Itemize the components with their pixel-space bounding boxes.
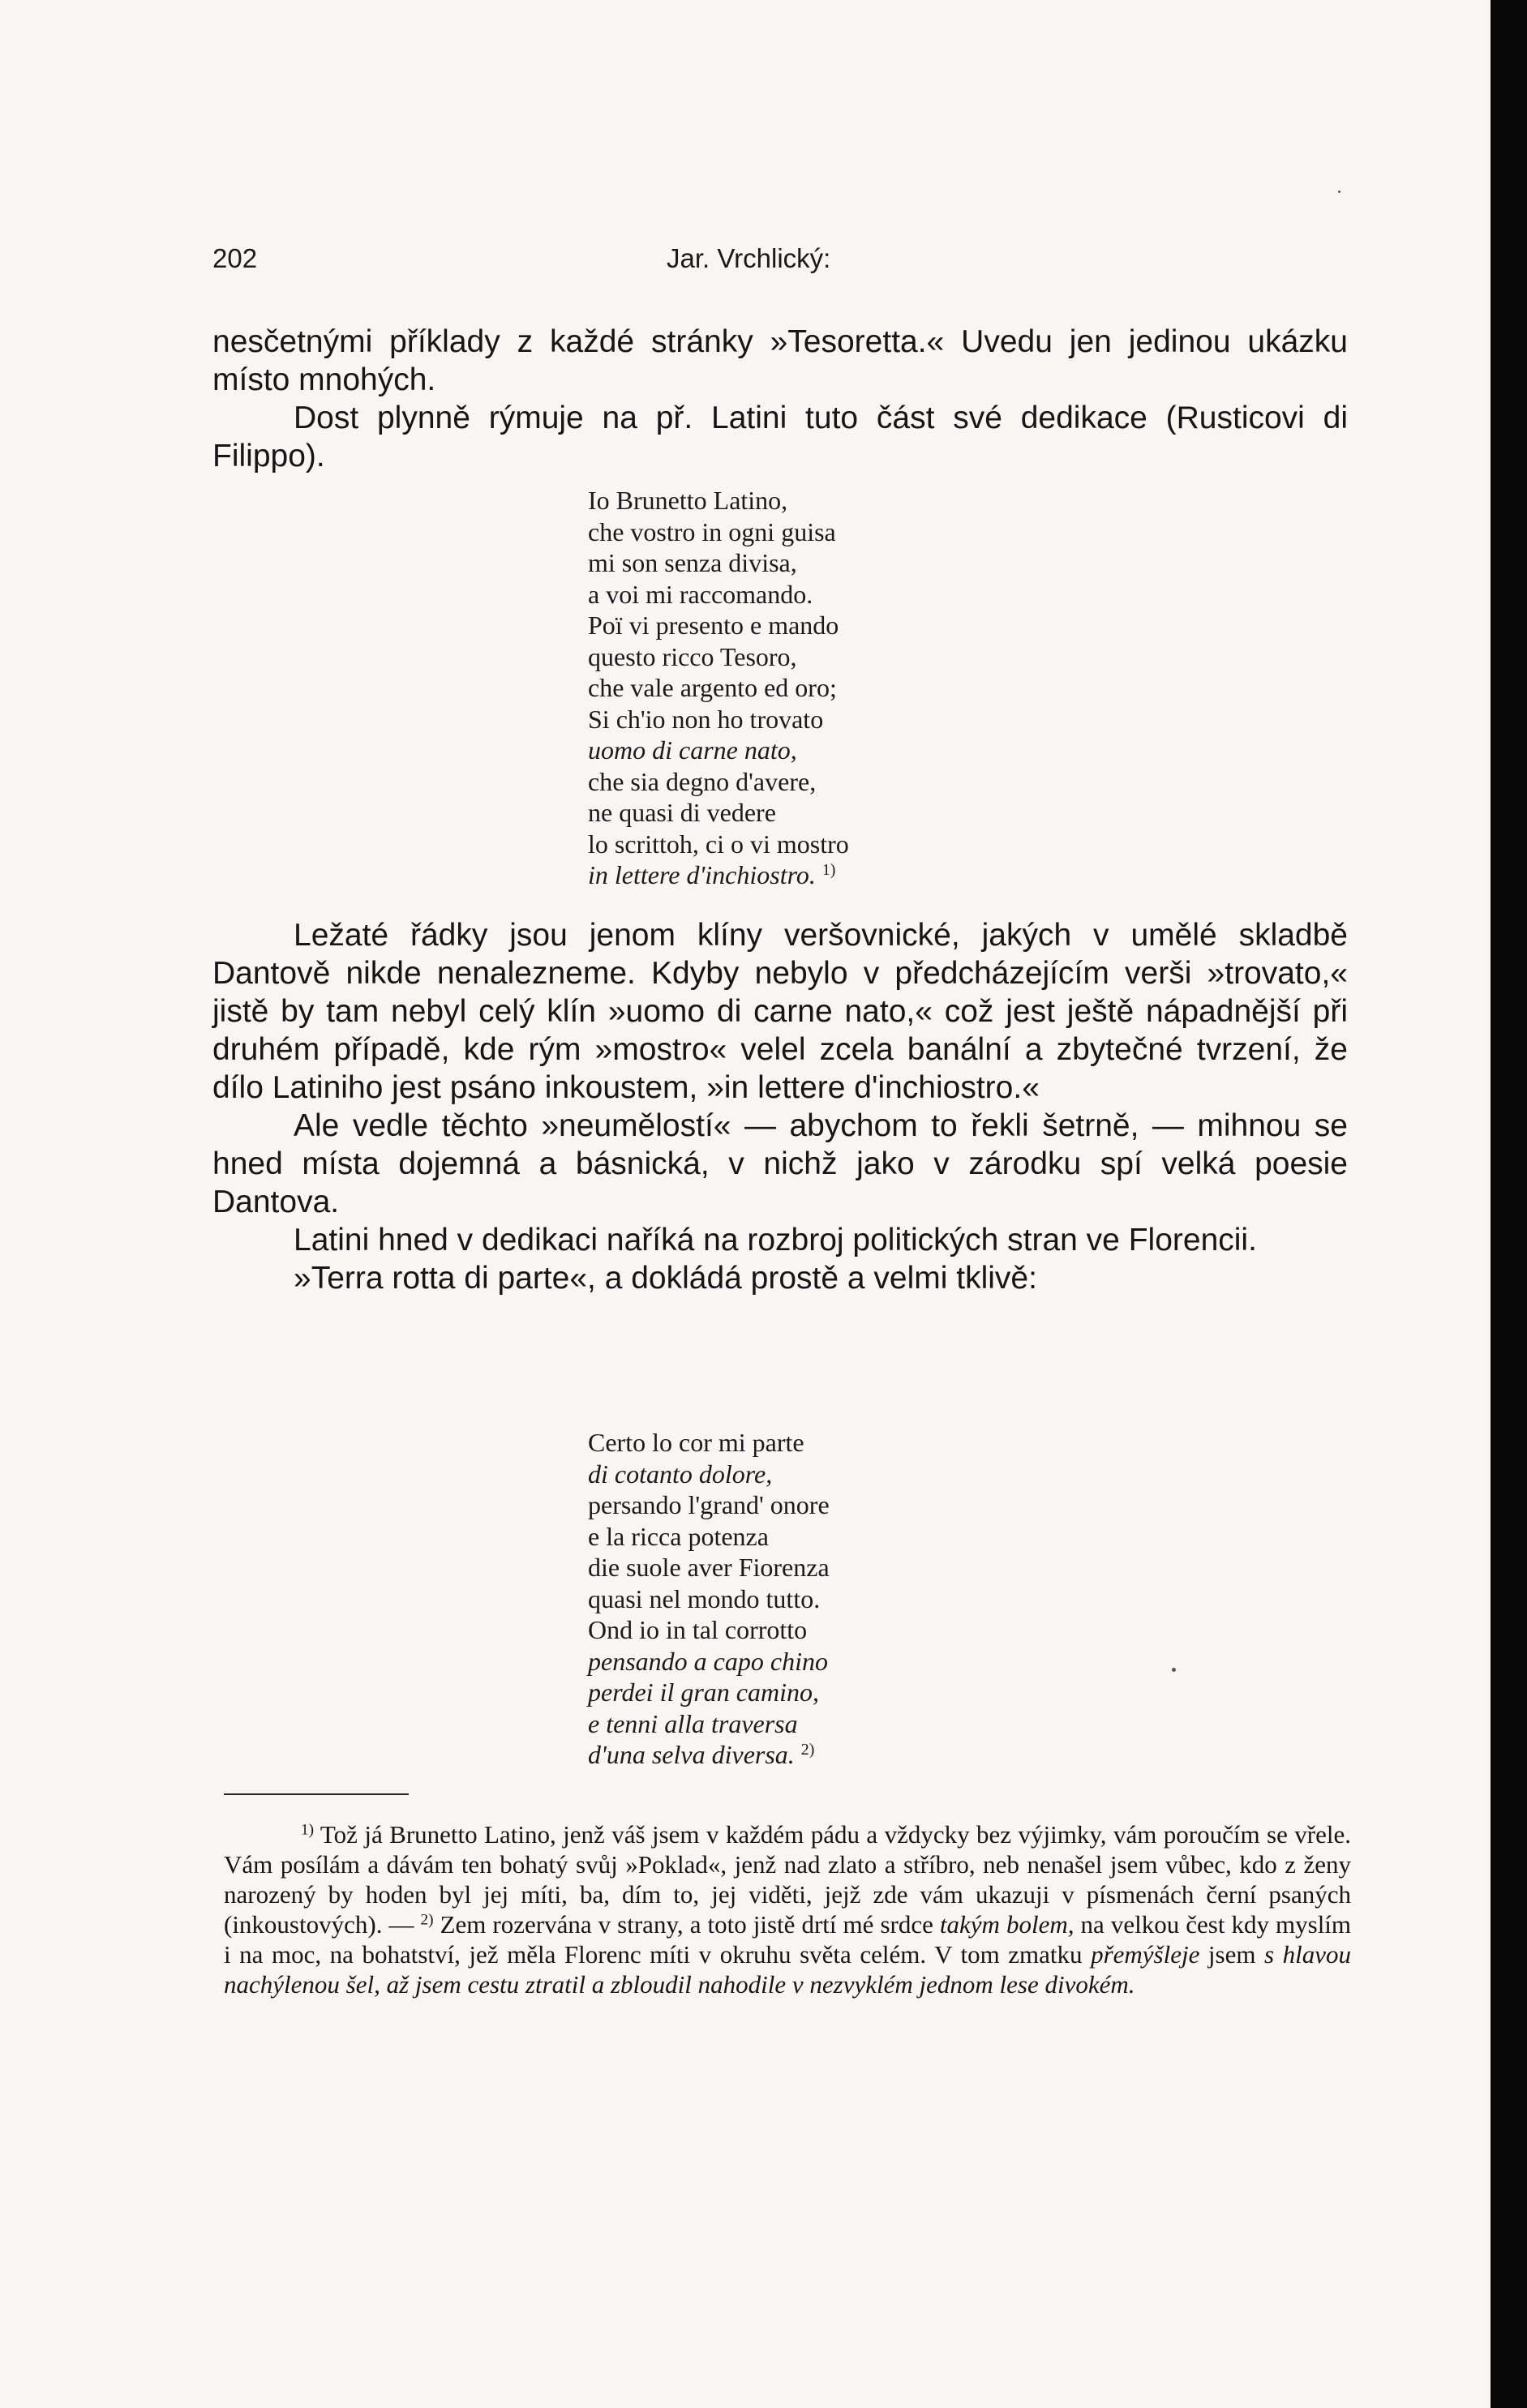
verse-line: che vale argento ed oro; bbox=[588, 673, 837, 702]
footnote-2-part: Zem rozervána v strany, a toto jistě drtí mé srdce bbox=[440, 1910, 933, 1939]
footnote-ref: 2) bbox=[800, 1741, 815, 1759]
body-text-middle bbox=[212, 916, 1348, 1297]
verse-line: in lettere d'inchiostro. bbox=[588, 860, 816, 889]
footnote-separator bbox=[224, 1793, 409, 1795]
verse-line: che sia degno d'avere, bbox=[588, 766, 817, 796]
footnote-2-italic: přemýšleje bbox=[1091, 1940, 1200, 1969]
footnote-text bbox=[224, 1819, 1351, 1999]
paragraph: Ležaté řádky jsou jenom klíny veršovnické, jakých v umělé skladbě Dantově nikde nenalezneme. Kdyby nebylo v předcházejícím verši »trovato,« jistě by tam nebyl celý klín »uomo di carne nato,« což jest ještě nápadnější při druhém případě, kde rým »mostro« velel zcela banální a zbytečné tvrzení, že dílo Latiniho jest psáno inkoustem, »in lettere d'inchiostro.« bbox=[212, 918, 1348, 1105]
verse-line: di cotanto dolore, bbox=[588, 1459, 773, 1489]
footnote-2-italic: takým bolem, bbox=[939, 1910, 1074, 1939]
verse-line: persando l'grand' onore bbox=[588, 1490, 830, 1519]
scan-edge bbox=[1491, 0, 1527, 2408]
verse-line: questo ricco Tesoro, bbox=[588, 641, 797, 671]
footnote-2-part: jsem bbox=[1207, 1940, 1256, 1969]
footnote-1: Tož já Brunetto Latino, jenž váš jsem v každém pádu a vždycky bez výjimky, vám poroučím se vřele. Vám posílám a dávám ten bohatý svůj »Poklad«, jenž nad zlato a stříbro, neb nenašel jsem vůbec, kdo z ženy narozený by hoden byl jej míti, ba, dím to, jej viděti, jejž zde vám ukazuji v písmenách černí psaných (inkoustových). — bbox=[224, 1820, 1351, 1939]
verse-line: che vostro in ogni guisa bbox=[588, 516, 836, 546]
body-text-top bbox=[212, 323, 1348, 475]
footnote-2-italic: s hlavou nachýlenou šel, až jsem cestu ztratil a zbloudil nahodile v nezvyklém jednom lese divokém. bbox=[224, 1940, 1352, 1999]
paper-speck bbox=[1338, 191, 1340, 193]
paragraph: Dost plynně rýmuje na př. Latini tuto část své dedikace (Rusticovi di Filippo). bbox=[212, 401, 1348, 473]
poem-quote-2 bbox=[588, 1427, 830, 1771]
footnote-mark: 1) bbox=[301, 1821, 314, 1839]
verse-line: e la ricca potenza bbox=[588, 1521, 769, 1551]
verse-line: e tenni alla traversa bbox=[588, 1708, 798, 1738]
verse-line: a voi mi raccomando. bbox=[588, 579, 813, 609]
verse-line: Io Brunetto Latino, bbox=[588, 486, 788, 515]
paragraph: »Terra rotta di parte«, a dokládá prostě a velmi tklivě: bbox=[294, 1261, 1037, 1296]
verse-line: Certo lo cor mi parte bbox=[588, 1428, 804, 1457]
verse-line: Poï vi presento e mando bbox=[588, 611, 839, 640]
verse-line: uomo di carne nato, bbox=[588, 735, 797, 765]
verse-line: ne quasi di vedere bbox=[588, 798, 776, 827]
paper-speck bbox=[1172, 1668, 1176, 1672]
verse-line: Ond io in tal corrotto bbox=[588, 1615, 808, 1644]
verse-line: die suole aver Fiorenza bbox=[588, 1553, 830, 1582]
page-header bbox=[212, 243, 1348, 284]
paragraph: Ale vedle těchto »neumělostí« — abychom to řekli šetrně, — mihnou se hned místa dojemná a básnická, v nichž jako v zárodku spí velká poesie Dantova. bbox=[212, 1108, 1348, 1219]
verse-line-last bbox=[588, 1739, 830, 1771]
footnote-mark: 2) bbox=[420, 1911, 434, 1929]
paragraph: nesčetnými příklady z každé stránky »Tesoretta.« Uvedu jen jedinou ukázku místo mnohých. bbox=[212, 324, 1348, 397]
verse-line: d'una selva diversa. bbox=[588, 1740, 795, 1769]
verse-line: perdei il gran camino, bbox=[588, 1677, 819, 1707]
verse-line-last bbox=[588, 859, 849, 891]
verse-line: pensando a capo chino bbox=[588, 1646, 828, 1676]
paragraph: Latini hned v dedikaci naříká na rozbroj politických stran ve Florencii. bbox=[294, 1223, 1257, 1258]
verse-line: lo scrittoh, ci o vi mostro bbox=[588, 829, 849, 859]
verse-line: Si ch'io non ho trovato bbox=[588, 704, 824, 734]
footnotes bbox=[224, 1819, 1351, 1999]
poem-quote-1 bbox=[588, 485, 849, 891]
footnote-ref: 1) bbox=[821, 861, 836, 880]
verse-line: quasi nel mondo tutto. bbox=[588, 1583, 821, 1613]
running-head-author: Jar. Vrchlický: bbox=[667, 243, 831, 273]
verse-line: mi son senza divisa, bbox=[588, 548, 797, 577]
footnote-2-part: na velkou čest kdy myslím i na moc, na bohatství, jež měla Florenc míti v okruhu světa celém. V tom zmatku bbox=[224, 1910, 1352, 1969]
page-number: 202 bbox=[212, 243, 258, 273]
